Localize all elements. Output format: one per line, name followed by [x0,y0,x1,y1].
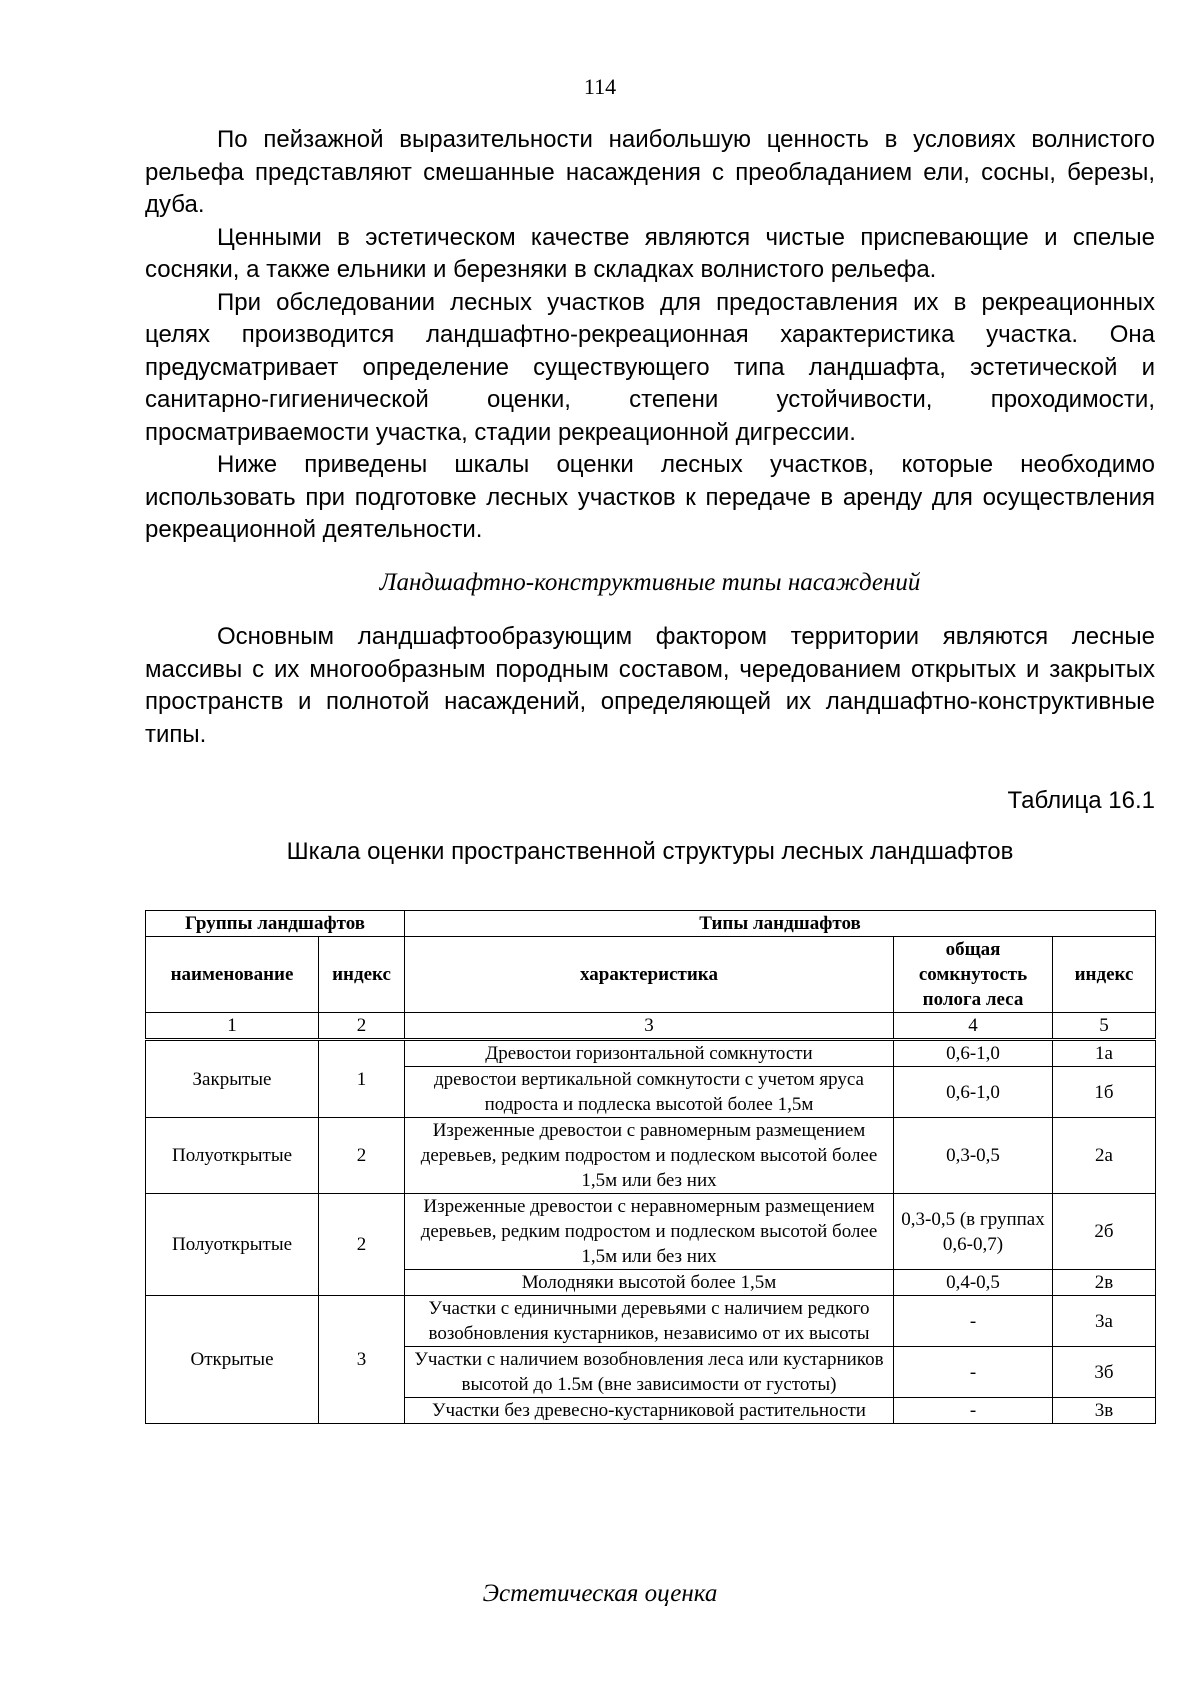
section-heading: Ландшафтно-конструктивные типы насаждений [379,568,921,596]
group-name: Открытые [146,1296,319,1424]
column-header: характеристика [405,937,894,1013]
group-name: Полуоткрытые [146,1118,319,1194]
characteristic: Участки без древесно-кустарниковой растительности [405,1398,894,1424]
characteristic: Изреженные древостои с равномерным размещением деревьев, редким подростом и подлеском высотой более 1,5м или без них [405,1118,894,1194]
group-header: Группы ландшафтов [146,911,405,937]
type-index: 2в [1053,1270,1156,1296]
type-index: 2б [1053,1194,1156,1270]
canopy-density: 0,6-1,0 [894,1067,1053,1118]
types-header: Типы ландшафтов [405,911,1156,937]
characteristic: Участки с наличием возобновления леса или кустарников высотой до 1.5м (вне зависимости от густоты) [405,1347,894,1398]
page-number: 114 [583,74,617,99]
table-row [146,1296,1156,1347]
canopy-density: 0,3-0,5 (в группах 0,6-0,7) [894,1194,1053,1270]
column-header: индекс [319,937,405,1013]
column-number: 5 [1053,1013,1156,1040]
canopy-density: 0,6-1,0 [894,1040,1053,1067]
column-header: индекс [1053,937,1156,1013]
column-header: наименование [146,937,319,1013]
column-number: 3 [405,1013,894,1040]
group-index: 2 [319,1194,405,1296]
table-header-row [146,911,1156,937]
canopy-density: 0,4-0,5 [894,1270,1053,1296]
paragraph: Основным ландшафтообразующим фактором территории являются лесные массивы с их многообразным породным составом, чередованием открытых и закрытых пространств и полнотой насаждений, определяющей их ландшафтно-конструктивные типы. [145,623,1155,748]
column-number: 1 [146,1013,319,1040]
group-index: 3 [319,1296,405,1424]
group-index: 2 [319,1118,405,1194]
paragraph: Ценными в эстетическом качестве являются чистые приспевающие и спелые сосняки, а также ельники и березняки в складках волнистого рельефа. [145,223,1155,283]
canopy-density: - [894,1347,1053,1398]
table-title: Шкала оценки пространственной структуры лесных ландшафтов [286,837,1014,865]
table-row [146,1040,1156,1067]
characteristic: Участки с единичными деревьями с наличием редкого возобновления кустарников, независимо от их высоты [405,1296,894,1347]
column-number: 4 [894,1013,1053,1040]
type-index: 3а [1053,1296,1156,1347]
type-index: 2а [1053,1118,1156,1194]
table-row [146,1118,1156,1194]
canopy-density: - [894,1296,1053,1347]
column-header: общая сомкнутость полога леса [894,937,1053,1013]
paragraph: Ниже приведены шкалы оценки лесных участков, которые необходимо использовать при подготовке лесных участков к передаче в аренду для осуществления рекреационной деятельности. [145,451,1155,543]
type-index: 1б [1053,1067,1156,1118]
table-subheader-row [146,937,1156,1013]
canopy-density: - [894,1398,1053,1424]
column-number: 2 [319,1013,405,1040]
group-name: Закрытые [146,1040,319,1118]
group-name: Полуоткрытые [146,1194,319,1296]
canopy-density: 0,3-0,5 [894,1118,1053,1194]
group-index: 1 [319,1040,405,1118]
characteristic: Молодняки высотой более 1,5м [405,1270,894,1296]
characteristic: Изреженные древостои с неравномерным размещением деревьев, редким подростом и подлеском высотой более 1,5м или без них [405,1194,894,1270]
type-index: 1а [1053,1040,1156,1067]
characteristic: древостои вертикальной сомкнутости с учетом яруса подроста и подлеска высотой более 1,5м [405,1067,894,1118]
paragraph: При обследовании лесных участков для предоставления их в рекреационных целях производится ландшафтно-рекреационная характеристика участка. Она предусматривает определение существующего типа ландшафта, эстетической и санитарно-гигиенической оценки, степени устойчивости, проходимости, просматриваемости участка, стадии рекреационной дигрессии. [145,288,1155,446]
paragraph: По пейзажной выразительности наибольшую ценность в условиях волнистого рельефа представляют смешанные насаждения с преобладанием ели, сосны, березы, дуба. [145,126,1155,218]
table-label: Таблица 16.1 [1007,787,1155,814]
column-number-row [146,1013,1156,1040]
characteristic: Древостои горизонтальной сомкнутости [405,1040,894,1067]
section-heading: Эстетическая оценка [482,1580,718,1607]
table-row [146,1194,1156,1270]
landscape-scale-table [145,910,1156,1424]
body-text [145,124,1155,868]
type-index: 3в [1053,1398,1156,1424]
type-index: 3б [1053,1347,1156,1398]
